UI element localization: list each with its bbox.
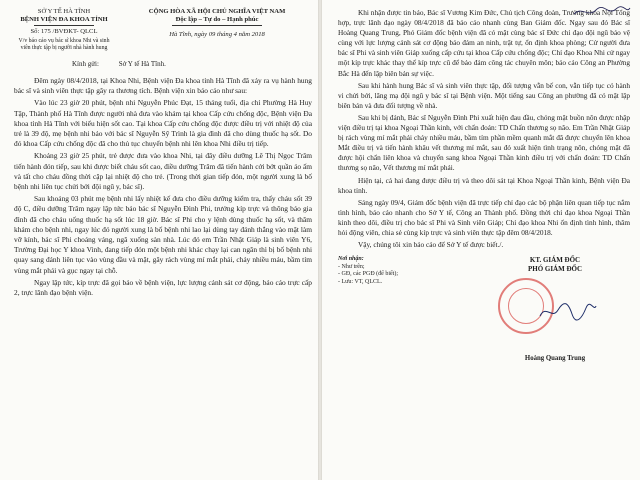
document-header [14, 8, 312, 52]
issuer-underline [34, 25, 94, 26]
distribution-item: - Như trên; [338, 263, 365, 270]
paragraph: Sau khi bị đánh, Bác sĩ Nguyễn Đình Phi xuất hiện đau đầu, chóng mặt buồn nôn được nhập viện điều trị tại khoa Ngoại Thần kinh, với chẩn đoán: TD Chấn thương sọ não. Em Trần Nhật Giáp bị rách vùng mí mắt phải chảy nhiều máu, bầm tím phần mềm quanh mắt đã được chuyển lên khoa Mắt điều trị và tiến hành khâu vết thương mí mắt, sau đó xuất hiện tình trạng nôn, chóng mặt đã được hội chẩn liên khoa và chuyển sang khoa Ngoại Thần kinh điều trị với chẩn đoán: TD Chấn thương sọ não, Vết thương mí mắt phải. [338, 112, 630, 173]
signer-name: Hoàng Quang Trung [524, 355, 586, 363]
handwritten-signature-icon [538, 300, 598, 322]
paragraph: Vậy, chúng tôi xin báo cáo để Sở Y tế được biết./. [358, 240, 504, 250]
paragraph: Đêm ngày 08/4/2018, tại Khoa Nhi, Bệnh viện Đa khoa tỉnh Hà Tĩnh đã xảy ra vụ hành hung bác sĩ và sinh viên thực tập gây ra thương tích. Bệnh viện xin báo cáo như sau: [14, 76, 312, 96]
paragraph: Khoảng 23 giờ 25 phút, trẻ được đưa vào khoa Nhi, tại đây điều dưỡng Lê Thị Ngọc Trâm tiến hành đón tiếp, sau khi được biết cháu sốt cao, điều dưỡng Trâm đã tiến hành cởi bớt quần áo ấm và tất cho cháu đồng thời cặp lại nhiệt độ cho trẻ. (Trong thời gian tiếp đón, một người xung là bố bệnh nhi liên tục chửi bới đội ngũ y, bác sĩ). [14, 151, 312, 192]
country-name: CỘNG HÒA XÃ HỘI CHỦ NGHĨA VIỆT NAM [148, 8, 286, 15]
issuer-block [14, 8, 114, 52]
page-one-body [14, 76, 312, 298]
page-two-body [338, 8, 630, 250]
page-one [0, 0, 318, 480]
paragraph: Sau khoảng 03 phút mẹ bệnh nhi lấy nhiệt kế đưa cho điều dưỡng kiểm tra, thấy cháu sốt 39 độ C, điều dưỡng Trâm ngay lập tức báo bác sĩ Nguyễn Đình Phi, trưởng kíp trực và thông báo gia đình đã cho cháu uống thuốc hạ sốt lúc 18 giờ. Bác sĩ Phi cho y lệnh dùng thuốc hạ sốt, và thăm khám cho bệnh nhi, ngay lúc đó người xung là bố bệnh nhi lao lại dùng tay đánh thẳng vào mặt làm vỡ kính, bác sĩ Phi choáng váng, ngã xuống sàn nhà. Lúc đó em Trần Nhật Giáp là sinh viên Y6, Trường Đại học Y khoa Vinh, đang tiếp đón một bệnh nhi khác chạy lại can ngăn thì bị bố bệnh nhi quay sang đánh liên tục vào vùng đầu và mặt, gây rách vùng mí mắt phải, chảy nhiều máu, bầm tím vùng mắt phải và gục ngay tại chỗ. [14, 194, 312, 275]
distribution-list [338, 256, 468, 286]
paragraph: Ngay lập tức, kíp trực đã gọi báo về bệnh viện, lực lượng cảnh sát cơ động, báo cáo trực cấp 2, trực lãnh đạo bệnh viện. [14, 277, 312, 298]
handwritten-note-icon [572, 4, 632, 20]
national-block [122, 8, 312, 52]
recipient-line [72, 60, 312, 68]
paragraph: Khi nhận được tin báo, Bác sĩ Vương Kim Đức, Chủ tịch Công đoàn, Trưởng khoa Nội Tổng hợp, trực lãnh đạo ngày 08/4/2018 đã báo cáo nhanh cùng Ban Giám đốc. Ngay sau đó Bác sĩ Hoàng Quang Trung, Phó Giám đốc bệnh viện đã có mặt cùng bác sĩ Đức chỉ đạo đội ngũ bảo vệ cùng với lực lượng cảnh sát cơ động bảo đảm an ninh, trật tự, ổn định khoa phòng; Cử người đưa bác sĩ Phi và sinh viên Giáp xuống cấp cứu tại khoa Cấp cứu chống độc; Chỉ đạo Khoa Nhi cử ngay một kíp trực khác thay thế kíp trực cũ để bảo đảm công tác chuyên môn; báo cáo Công an Phường Bắc Hà đến lập biên bản sự việc. [338, 8, 630, 78]
signature-position: PHÓ GIÁM ĐỐC [527, 265, 583, 274]
document-number: Số: 175 /BVĐKT- QLCL [30, 28, 98, 35]
national-motto: Độc lập – Tự do – Hạnh phúc [175, 16, 259, 23]
distribution-item: - GĐ, các PGĐ (để biết); [338, 271, 398, 278]
paragraph: Hiện tại, cả hai đang được điều trị và theo dõi sát tại Khoa Ngoại Thần kinh, Bệnh viện Đa khoa tỉnh. [338, 175, 630, 195]
paragraph: Sau khi hành hung Bác sĩ và sinh viên thực tập, đối tượng vẫn bế con, vẫn tiếp tục có hành vi chửi bới, lăng mạ đội ngũ y bác sĩ tại Bệnh viện. Một tiếng sau Công an phường đã có mặt lập biên bản và đưa đối tượng về nhà. [338, 80, 630, 110]
distribution-title: Nơi nhận: [338, 256, 364, 263]
paragraph: Sáng ngày 09/4, Giám đốc bệnh viện đã trực tiếp chỉ đạo các bộ phận liên quan tiếp tục nắm tình hình, báo cáo nhanh cho Sở Y tế, Công an Thành phố. Đồng thời chỉ đạo khoa Ngoại Thần kinh theo dõi, điều trị cho bác sĩ Phi và Sinh viên Giáp; Chỉ đạo khoa Nhi ổn định tình hình, thăm hỏi động viên, chia sẻ cùng kíp trực và sinh viên thực tập đêm 08/4/2018. [338, 197, 630, 237]
signature-row [338, 256, 630, 363]
document-summary: V/v báo cáo vụ bác sĩ khoa Nhi và sinh viên thực tập bị người nhà hành hung [18, 38, 110, 51]
document-date: Hà Tĩnh, ngày 09 tháng 4 năm 2018 [169, 31, 265, 38]
signature-title: KT. GIÁM ĐỐC [529, 256, 581, 265]
recipient-name: Sở Y tế Hà Tĩnh. [118, 60, 166, 68]
hospital-name: BỆNH VIỆN ĐA KHOA TỈNH [20, 16, 108, 23]
distribution-item: - Lưu: VT, QLCL. [338, 278, 383, 285]
recipient-label: Kính gửi: [72, 60, 99, 68]
paragraph: Vào lúc 23 giờ 20 phút, bệnh nhi Nguyễn Phúc Đạt, 15 tháng tuổi, địa chỉ Phường Hà Huy Tập, Thành phố Hà Tĩnh được người nhà đưa vào khám tại khoa Cấp cứu chống độc, Bệnh viện Đa khoa tỉnh Hà Tĩnh với biểu hiện sốt cao. Tại khoa Cấp cứu chống độc được điều trị với nhiệt độ của trẻ là 39 độ, mẹ bệnh nhi bảo với bác sĩ Nguyễn Sỹ Trình là gia đình đã cho dùng thuốc hạ sốt. Do đó khoa Cấp cứu chống độc đã cho thủ tục chuyển bệnh nhi lên khoa Nhi điều trị tiếp. [14, 98, 312, 149]
agency-name: SỞ Y TẾ HÀ TĨNH [37, 8, 91, 15]
page-two [322, 0, 640, 480]
motto-underline [172, 25, 262, 26]
signature-block [480, 256, 630, 363]
